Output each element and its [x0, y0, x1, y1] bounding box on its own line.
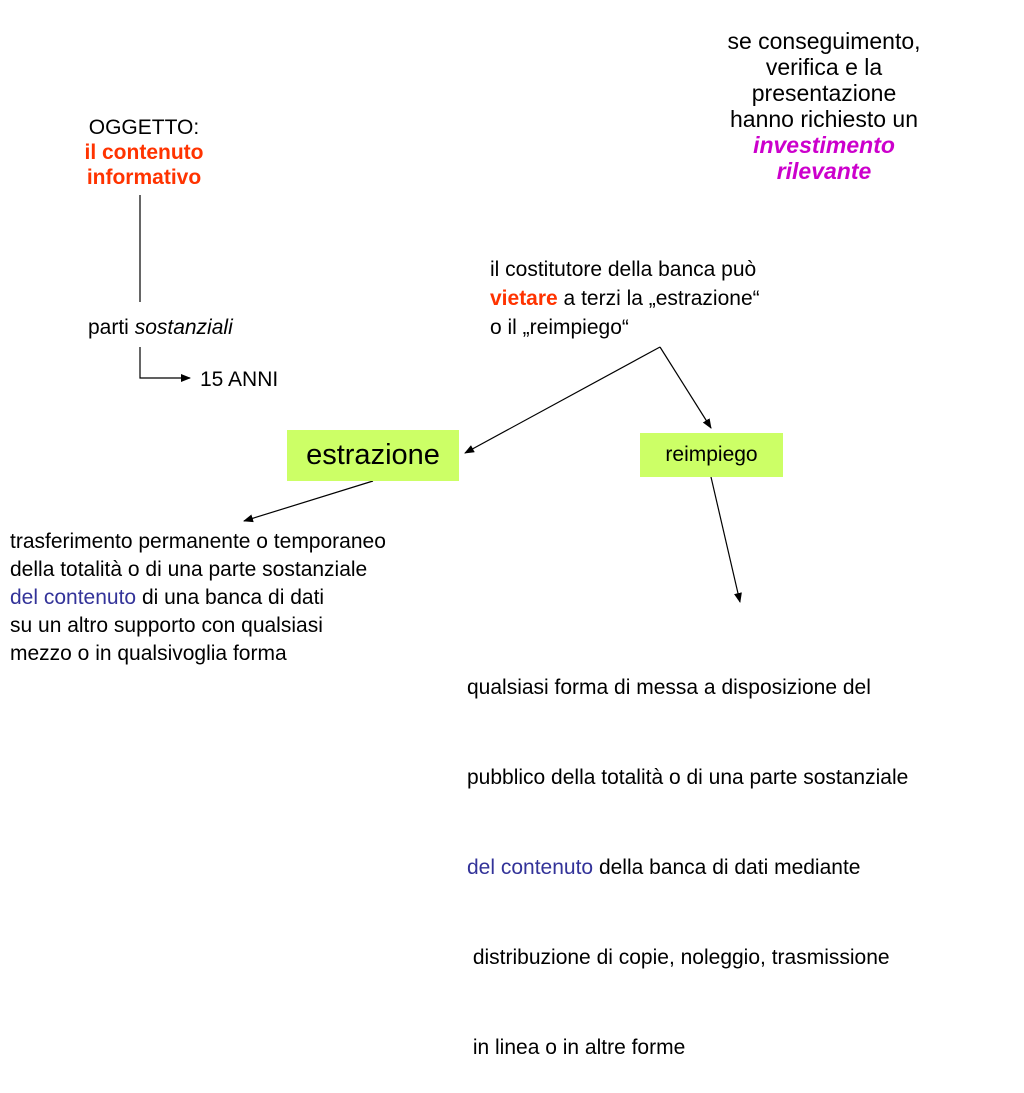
definition-line: distribuzione di copie, noleggio, trasmissione [467, 946, 890, 969]
costitutore-line [490, 284, 760, 313]
vietare-highlight: vietare [490, 287, 558, 310]
definition-line-rest: della banca di dati mediante [593, 856, 861, 879]
reimpiego-label: reimpiego [665, 443, 758, 466]
reimpiego-box [640, 433, 783, 477]
costitutore-line: o il „reimpiego“ [490, 316, 629, 339]
reimpiego-to-def-arrow [711, 477, 740, 602]
estrazione-to-def-arrow [244, 481, 373, 521]
definition-line: mezzo o in qualsivoglia forma [10, 642, 287, 665]
definition-line: della totalità o di una parte sostanziale [10, 558, 368, 581]
costitutore-block [490, 255, 760, 342]
investment-note-line: hanno richiesto un [730, 106, 918, 132]
investment-note-line: verifica e la [765, 54, 883, 80]
costitutore-to-estrazione-arrow [465, 347, 660, 453]
definition-line: pubblico della totalità o di una parte sostanziale [467, 766, 909, 789]
contenuto-highlight: del contenuto [10, 586, 137, 609]
costitutore-line-rest: a terzi la „estrazione“ [557, 287, 760, 310]
oggetto-highlight: informativo [86, 166, 202, 189]
costitutore-line: il costitutore della banca può [490, 258, 757, 281]
oggetto-highlight: il contenuto [84, 141, 204, 164]
parti-sostanziali [88, 315, 233, 341]
definition-line: qualsiasi forma di messa a disposizione del [467, 676, 871, 699]
contenuto-highlight: del contenuto [467, 856, 594, 879]
definition-line: trasferimento permanente o temporaneo [10, 530, 386, 553]
estrazione-label: estrazione [306, 439, 440, 471]
definition-line: su un altro supporto con qualsiasi [10, 614, 323, 637]
investment-note-line: presentazione [751, 80, 897, 106]
definition-line [467, 853, 908, 883]
costitutore-to-reimpiego-arrow [660, 347, 711, 428]
definition-line [10, 584, 386, 612]
estrazione-definition [10, 528, 386, 668]
definition-line: in linea o in altre forme [467, 1036, 686, 1059]
anni-label: 15 ANNI [200, 368, 279, 391]
parti-italic: sostanziali [134, 316, 233, 339]
investment-highlight: rilevante [776, 158, 872, 184]
oggetto-block [60, 115, 228, 190]
estrazione-box [287, 430, 459, 481]
investment-highlight: investimento [753, 132, 895, 158]
parti-to-anni-arrow [140, 347, 190, 378]
definition-line-rest: di una banca di dati [136, 586, 325, 609]
reimpiego-definition [467, 613, 908, 1093]
investment-note-line: se conseguimento, [727, 28, 921, 54]
parti-prefix: parti [88, 316, 135, 339]
investment-note [690, 28, 958, 184]
oggetto-label: OGGETTO: [88, 116, 200, 139]
